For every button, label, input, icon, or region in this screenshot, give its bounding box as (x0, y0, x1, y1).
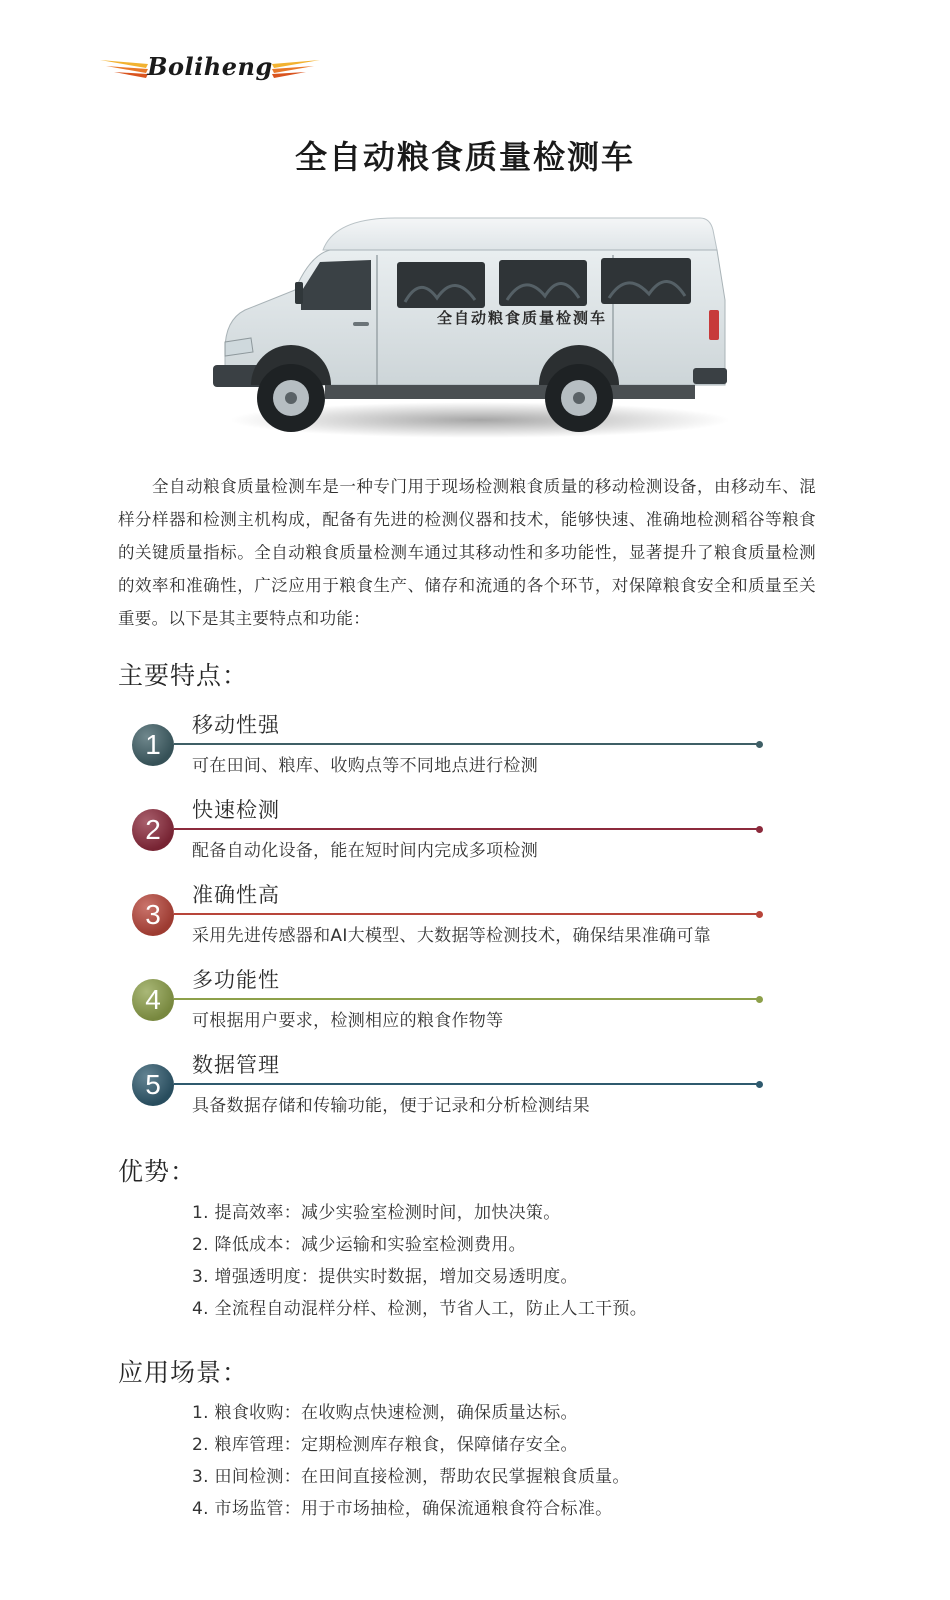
feature-description: 配备自动化设备，能在短时间内完成多项检测 (192, 841, 538, 861)
inspection-van-image (205, 210, 735, 445)
feature-description: 可在田间、粮库、收购点等不同地点进行检测 (192, 756, 538, 776)
feature-divider-dot (756, 1081, 763, 1088)
list-item: 4. 市场监管：用于市场抽检，确保流通粮食符合标准。 (192, 1499, 613, 1519)
feature-title: 数据管理 (192, 1053, 280, 1077)
scenarios-heading: 应用场景： (118, 1358, 249, 1387)
list-item: 2. 降低成本：减少运输和实验室检测费用。 (192, 1235, 526, 1255)
feature-description: 具备数据存储和传输功能，便于记录和分析检测结果 (192, 1096, 590, 1116)
advantages-list (192, 1197, 832, 1325)
feature-divider (174, 1083, 758, 1085)
feature-divider (174, 998, 758, 1000)
feature-divider (174, 743, 758, 745)
feature-number-badge: 2 (132, 809, 174, 851)
brand-logo (100, 50, 320, 86)
feature-title: 快速检测 (192, 798, 280, 822)
list-item: 1. 提高效率：减少实验室检测时间，加快决策。 (192, 1203, 561, 1223)
feature-number-badge: 4 (132, 979, 174, 1021)
feature-number-badge: 3 (132, 894, 174, 936)
logo-text: Boliheng (147, 52, 273, 81)
list-item: 3. 增强透明度：提供实时数据，增加交易透明度。 (192, 1267, 578, 1287)
list-item: 4. 全流程自动混样分样、检测，节省人工，防止人工干预。 (192, 1299, 648, 1319)
list-item: 2. 粮库管理：定期检测库存粮食，保障储存安全。 (192, 1435, 578, 1455)
feature-number-badge: 1 (132, 724, 174, 766)
feature-title: 移动性强 (192, 713, 280, 737)
scenarios-list (192, 1397, 832, 1525)
advantages-heading: 优势： (118, 1157, 197, 1186)
list-item: 3. 田间检测：在田间直接检测，帮助农民掌握粮食质量。 (192, 1467, 630, 1487)
feature-divider-dot (756, 996, 763, 1003)
van-side-label: 全自动粮食质量检测车 (437, 309, 608, 327)
feature-item (130, 1053, 770, 1146)
feature-description: 采用先进传感器和AI大模型、大数据等检测技术，确保结果准确可靠 (192, 926, 711, 946)
feature-divider (174, 828, 758, 830)
feature-title: 多功能性 (192, 968, 280, 992)
feature-number-badge: 5 (132, 1064, 174, 1106)
feature-description: 可根据用户要求，检测相应的粮食作物等 (192, 1011, 504, 1031)
feature-divider (174, 913, 758, 915)
intro-paragraph: 全自动粮食质量检测车是一种专门用于现场检测粮食质量的移动检测设备，由移动车、混样分样器和检测主机构成，配备有先进的检测仪器和技术，能够快速、准确地检测稻谷等粮食的关键质量指标。全自动粮食质量检测车通过其移动性和多功能性，显著提升了粮食质量检测的效率和准确性，广泛应用于粮食生产、储存和流通的各个环节，对保障粮食安全和质量至关重要。以下是其主要特点和功能： (118, 477, 816, 628)
page-title: 全自动粮食质量检测车 (294, 138, 635, 176)
features-heading: 主要特点： (118, 661, 249, 690)
feature-title: 准确性高 (192, 883, 280, 907)
feature-divider-dot (756, 911, 763, 918)
feature-divider-dot (756, 741, 763, 748)
feature-divider-dot (756, 826, 763, 833)
list-item: 1. 粮食收购：在收购点快速检测，确保质量达标。 (192, 1403, 578, 1423)
